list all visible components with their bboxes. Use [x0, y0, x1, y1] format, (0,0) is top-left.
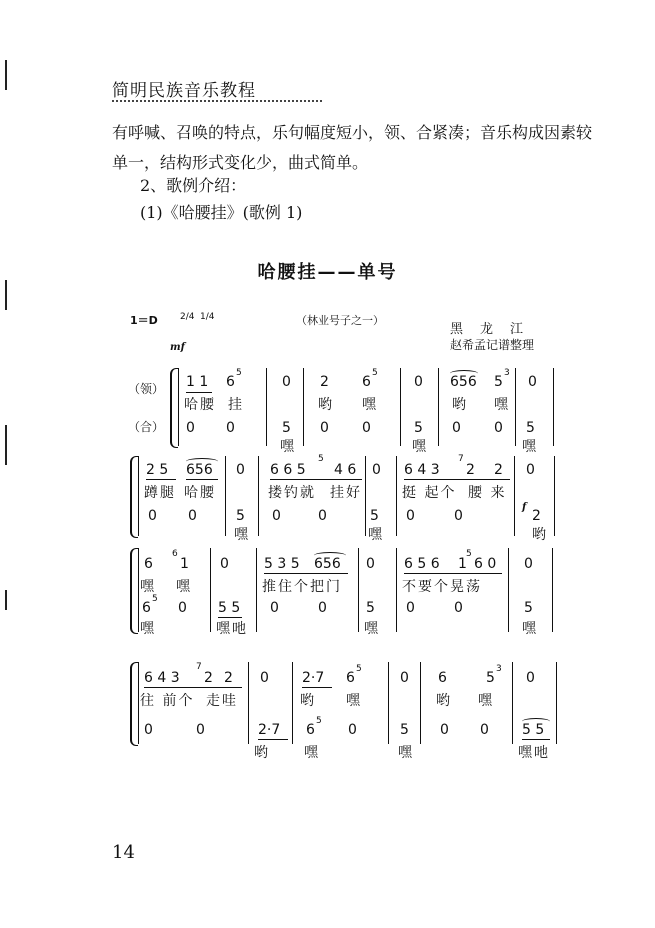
note: 0	[220, 556, 229, 572]
note: 0	[270, 600, 279, 616]
page-number: 14	[112, 842, 135, 863]
lyric: 嘿	[234, 527, 250, 543]
note: 1	[180, 556, 189, 572]
binding-mark	[5, 60, 7, 90]
lyric: 嘿	[304, 745, 320, 761]
note: 0	[454, 600, 463, 616]
lyric: 哟	[452, 397, 468, 413]
barline	[225, 456, 226, 536]
note: 0	[454, 508, 463, 524]
barline	[248, 662, 249, 744]
note: 0	[148, 508, 157, 524]
slur	[314, 552, 346, 559]
lyric: 嘿	[368, 527, 384, 543]
region-credit: 黑 龙 江	[450, 322, 526, 337]
barline	[388, 662, 389, 744]
barline	[138, 662, 139, 744]
time-signature-2: 1/4	[200, 312, 215, 322]
lyric: 哟	[318, 397, 334, 413]
lyric: 哈腰	[184, 397, 216, 413]
slur	[186, 458, 218, 465]
note: 0	[526, 462, 535, 478]
note: 0	[362, 420, 371, 436]
lyric: 哟	[436, 693, 452, 709]
lyric: 嘿	[346, 693, 362, 709]
note: 6	[142, 600, 151, 616]
lyric: 嘿	[362, 397, 378, 413]
lyric: 哈腰	[184, 485, 216, 501]
lyric: 嘿	[280, 439, 296, 455]
note: 0	[226, 420, 235, 436]
lyric: 腰 来	[468, 485, 507, 501]
note: 0	[236, 462, 245, 478]
note: 0	[366, 556, 375, 572]
note: 2	[224, 670, 233, 686]
grace-note: 5	[372, 368, 378, 378]
note: 0	[282, 374, 291, 390]
note: 2	[494, 462, 503, 478]
note: 5	[524, 600, 533, 616]
book-title: 简明民族音乐教程	[112, 81, 256, 101]
barline	[512, 662, 513, 744]
note: 2·7	[302, 670, 325, 686]
lyric: 蹲腿	[144, 485, 176, 501]
lyric: 嘿	[478, 693, 494, 709]
grace-note: 5	[236, 368, 242, 378]
barline	[396, 456, 397, 536]
note: 5 5	[218, 600, 241, 616]
barline	[138, 456, 139, 536]
system-brace	[130, 662, 138, 746]
song-title: 哈腰挂——单号	[257, 262, 398, 283]
body-paragraph-3: (1)《哈腰挂》(歌例 1)	[140, 203, 303, 222]
note: 5	[370, 508, 379, 524]
note: 0	[494, 420, 503, 436]
note: 0	[320, 420, 329, 436]
note: 0	[440, 722, 449, 738]
note: 2 5	[146, 462, 169, 478]
barline	[358, 548, 359, 632]
note: 0	[348, 722, 357, 738]
grace-note: 5	[316, 716, 322, 726]
note: 0	[318, 508, 327, 524]
barline	[266, 368, 267, 446]
note: 0	[272, 508, 281, 524]
lyric: 推住个把门	[262, 579, 342, 595]
note: 0	[414, 374, 423, 390]
note: 2	[204, 670, 213, 686]
lyric: 往 前个	[140, 693, 195, 709]
grace-note: 6	[172, 549, 178, 559]
barline	[303, 368, 304, 446]
note: 1	[458, 556, 467, 572]
barline	[396, 548, 397, 632]
role-lead-label: （领）	[128, 382, 165, 396]
barline	[210, 548, 211, 632]
barline	[178, 368, 179, 446]
note: 5	[414, 420, 423, 436]
lyric: 挂	[228, 397, 244, 413]
note: 0	[524, 556, 533, 572]
note: 6 0	[474, 556, 497, 572]
note: 656	[450, 374, 477, 390]
dynamic-mf: mf	[170, 342, 185, 353]
system-brace	[170, 368, 178, 448]
note: 6 5 6	[404, 556, 440, 572]
underline	[270, 479, 362, 480]
key-signature: 1＝D	[130, 314, 158, 327]
lyric: 嘿	[176, 579, 192, 595]
note: 6	[306, 722, 315, 738]
barline	[438, 368, 439, 446]
note: 0	[400, 670, 409, 686]
lyric: 嘿	[522, 621, 538, 637]
binding-mark	[5, 425, 7, 465]
body-paragraph-2: 2、歌例介绍：	[140, 176, 247, 195]
note: 6 4 3	[404, 462, 440, 478]
binding-mark	[5, 590, 7, 610]
note: 5	[366, 600, 375, 616]
underline	[404, 479, 510, 480]
role-chorus-label: （合）	[128, 420, 165, 434]
grace-note: 3	[496, 664, 502, 674]
note: 6	[346, 670, 355, 686]
underline	[258, 739, 288, 740]
lyric: 嘿	[522, 439, 538, 455]
note: 0	[372, 462, 381, 478]
underline	[264, 573, 348, 574]
barline	[552, 548, 553, 632]
note: 0	[196, 722, 205, 738]
note: 0	[526, 670, 535, 686]
note: 6	[226, 374, 235, 390]
note: 0	[186, 420, 195, 436]
header-rule	[112, 100, 322, 102]
time-signature-1: 2/4	[180, 312, 195, 322]
lyric: 走哇	[206, 693, 238, 709]
note: 5	[400, 722, 409, 738]
note: 1 1	[186, 374, 209, 390]
barline	[365, 456, 366, 536]
lyric: 嘿	[140, 621, 156, 637]
note: 0	[406, 600, 415, 616]
note: 6	[362, 374, 371, 390]
grace-note: 5	[466, 549, 472, 559]
note: 2·7	[258, 722, 281, 738]
note: 5	[526, 420, 535, 436]
note: 4 6	[334, 462, 357, 478]
note: 0	[178, 600, 187, 616]
barline	[556, 662, 557, 744]
note: 6	[144, 556, 153, 572]
lyric: 不要个晃荡	[402, 579, 482, 595]
note: 5	[486, 670, 495, 686]
underline	[522, 739, 550, 740]
grace-note: 5	[318, 454, 324, 464]
underline	[146, 479, 176, 480]
lyric: 哟	[254, 745, 270, 761]
lyric: 哟	[532, 527, 548, 543]
lyric: 嘿	[140, 579, 156, 595]
lyric: 挺 起个	[402, 485, 457, 501]
barline	[138, 548, 139, 632]
lyric: 嘿	[398, 745, 414, 761]
grace-note: 3	[504, 368, 510, 378]
barline	[508, 548, 509, 632]
barline	[400, 368, 401, 446]
lyric: 嘿吔	[216, 621, 248, 637]
note: 2	[320, 374, 329, 390]
note: 0	[452, 420, 461, 436]
binding-mark	[5, 280, 7, 310]
note: 0	[318, 600, 327, 616]
note: 0	[144, 722, 153, 738]
lyric: 嘿	[412, 439, 428, 455]
lyric: 搂钓就	[268, 485, 316, 501]
lyric: 嘿	[364, 621, 380, 637]
note: 5	[282, 420, 291, 436]
note: 0	[188, 508, 197, 524]
underline	[144, 687, 242, 688]
note: 656	[186, 462, 213, 478]
underline	[186, 392, 212, 393]
grace-note: 5	[356, 664, 362, 674]
lyric: 嘿	[494, 397, 510, 413]
barline	[256, 548, 257, 632]
system-brace	[130, 548, 138, 634]
lyric: 哟	[300, 693, 316, 709]
note: 0	[406, 508, 415, 524]
note: 6 6 5	[270, 462, 306, 478]
arranger-credit: 赵希孟记谱整理	[450, 338, 535, 352]
note: 5	[236, 508, 245, 524]
barline	[515, 368, 516, 446]
underline	[404, 573, 502, 574]
note: 6 4 3	[144, 670, 180, 686]
slur	[450, 370, 478, 377]
note: 5 3 5	[264, 556, 300, 572]
grace-note: 7	[196, 662, 202, 672]
lyric: 挂好	[330, 485, 362, 501]
barline	[420, 662, 421, 744]
note: 656	[314, 556, 341, 572]
system-brace	[130, 456, 138, 538]
note: 5 5	[522, 722, 545, 738]
note: 0	[260, 670, 269, 686]
song-subtitle: （林业号子之一）	[296, 314, 384, 327]
note: 0	[528, 374, 537, 390]
barline	[258, 456, 259, 536]
note: 0	[480, 722, 489, 738]
grace-note: 5	[152, 594, 158, 604]
dynamic-f: f	[522, 502, 527, 513]
note: 5	[494, 374, 503, 390]
note: 2	[532, 508, 541, 524]
grace-note: 7	[458, 454, 464, 464]
note: 2	[466, 462, 475, 478]
body-paragraph-1: 有呼喊、召唤的特点，乐句幅度短小，领、合紧凑；音乐构成因素较单一，结构形式变化少，曲式简单。	[112, 123, 593, 172]
underline	[186, 479, 218, 480]
barline	[554, 456, 555, 536]
slur	[522, 718, 550, 725]
note: 6	[438, 670, 447, 686]
lyric: 嘿吔	[518, 745, 550, 761]
barline	[514, 456, 515, 536]
underline	[302, 687, 332, 688]
barline	[553, 368, 554, 446]
barline	[292, 662, 293, 744]
